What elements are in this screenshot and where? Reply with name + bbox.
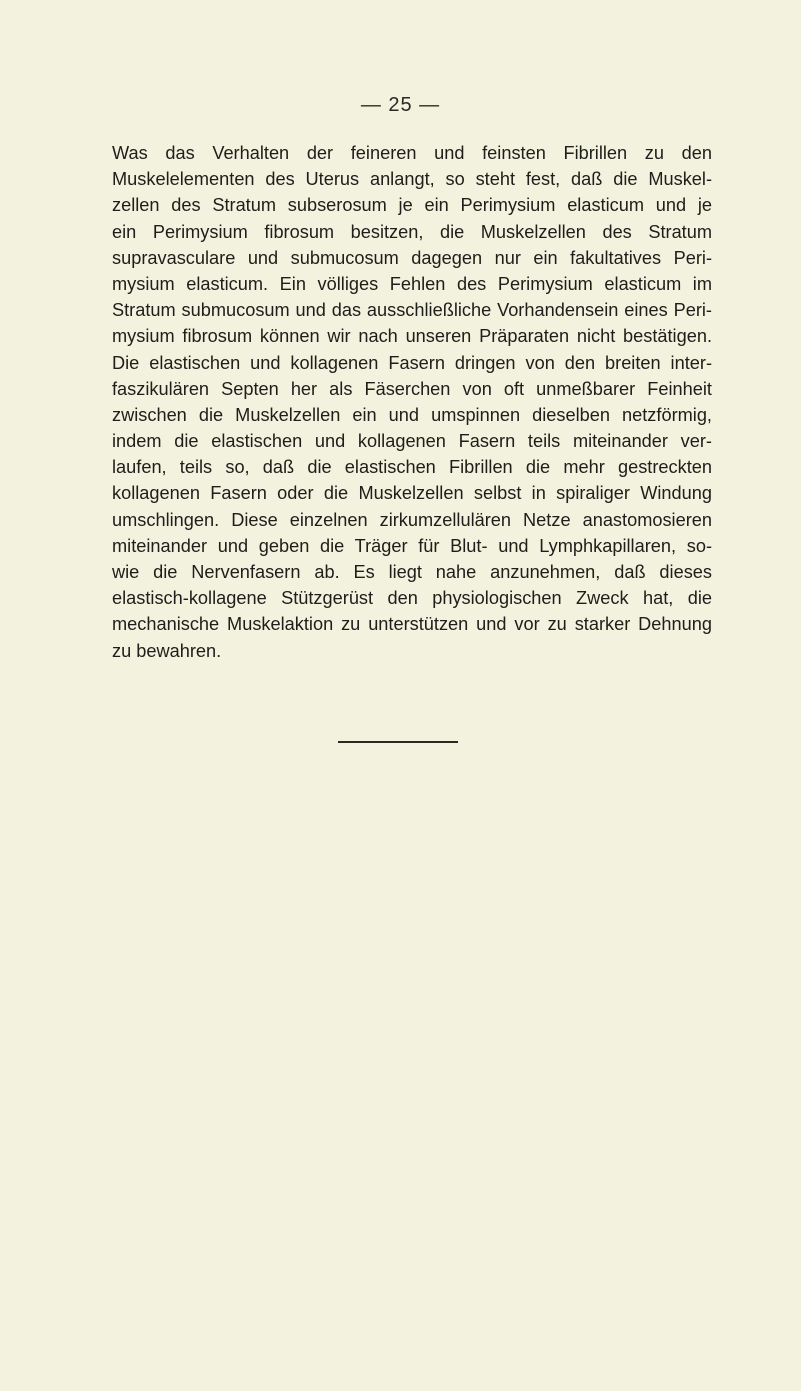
section-end-rule bbox=[338, 741, 458, 743]
text-line: kollagenen Fasern oder die Muskelzellen selbst in spiraliger Windung bbox=[112, 483, 712, 504]
page-number: — 25 — bbox=[360, 94, 441, 116]
text-line: Stratum submucosum und das ausschließliche Vorhandensein eines Peri- bbox=[112, 300, 712, 321]
body-paragraph bbox=[112, 140, 712, 664]
text-line: mysium fibrosum können wir nach unseren Präparaten nicht bestätigen. bbox=[112, 326, 712, 347]
text-line: umschlingen. Diese einzelnen zirkumzellulären Netze anastomosieren bbox=[112, 509, 712, 530]
text-line: supravasculare und submucosum dagegen nur ein fakultatives Peri- bbox=[112, 247, 712, 268]
text-line: zwischen die Muskelzellen ein und umspinnen dieselben netzförmig, bbox=[112, 404, 712, 425]
text-line: ein Perimysium fibrosum besitzen, die Muskelzellen des Stratum bbox=[112, 221, 712, 242]
text-line: miteinander und geben die Träger für Blut- und Lymphkapillaren, so- bbox=[112, 535, 712, 556]
text-line: Muskelelementen des Uterus anlangt, so steht fest, daß die Muskel- bbox=[112, 169, 712, 190]
text-line-last: zu bewahren. bbox=[112, 640, 222, 661]
text-line: Die elastischen und kollagenen Fasern dringen von den breiten inter- bbox=[112, 352, 712, 373]
text-line: Was das Verhalten der feineren und feinsten Fibrillen zu den bbox=[112, 143, 712, 163]
text-line: mysium elasticum. Ein völliges Fehlen des Perimysium elasticum im bbox=[112, 273, 712, 294]
text-line: wie die Nervenfasern ab. Es liegt nahe anzunehmen, daß dieses bbox=[112, 562, 712, 582]
text-line: indem die elastischen und kollagenen Fasern teils miteinander ver- bbox=[112, 431, 712, 452]
text-line: mechanische Muskelaktion zu unterstützen und vor zu starker Dehnung bbox=[112, 614, 712, 635]
text-line: elastisch-kollagene Stützgerüst den physiologischen Zweck hat, die bbox=[112, 588, 712, 609]
text-line: faszikulären Septen her als Fäserchen von oft unmeßbarer Feinheit bbox=[112, 378, 712, 399]
text-line: zellen des Stratum subserosum je ein Perimysium elasticum und je bbox=[112, 195, 712, 216]
text-line: laufen, teils so, daß die elastischen Fibrillen die mehr gestreckten bbox=[112, 457, 712, 478]
